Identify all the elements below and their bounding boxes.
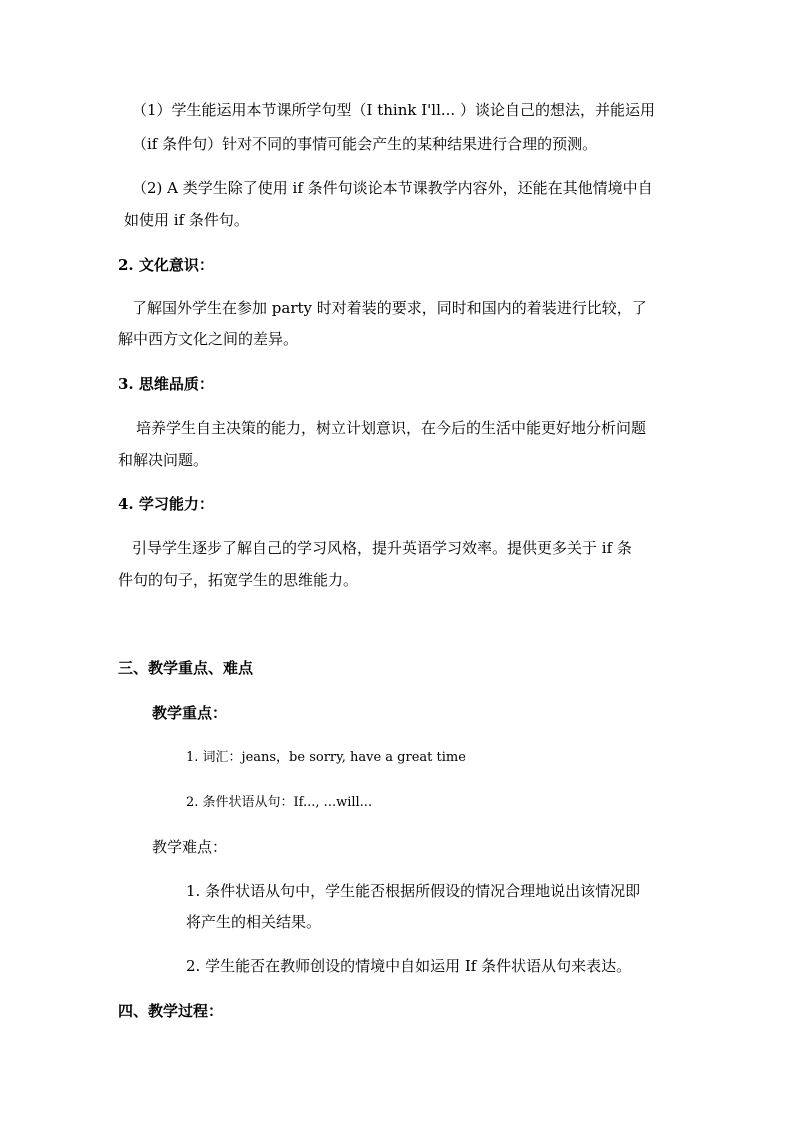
- learning-line-1: 引导学生逐步了解自己的学习风格，提升英语学习效率。提供更多关于 if 条: [132, 539, 632, 557]
- difficulty-2: 2. 学生能否在教师创设的情境中自如运用 If 条件状语从句来表达。: [186, 957, 632, 975]
- goal-item-1-line-2: （if 条件句）针对不同的事情可能会产生的某种结果进行合理的预测。: [132, 135, 598, 153]
- thinking-line-1: 培养学生自主决策的能力，树立计划意识，在今后的生活中能更好地分析问题: [136, 419, 647, 437]
- goal-item-1-line-1: （1）学生能运用本节课所学句型（I think I'll... ）谈论自己的想法，并能运用: [132, 101, 655, 119]
- key-point-2: 2. 条件状语从句：If..., ...will...: [186, 795, 373, 810]
- learning-line-2: 件句的句子，拓宽学生的思维能力。: [118, 571, 359, 589]
- difficulty-1-line-1: 1. 条件状语从句中，学生能否根据所假设的情况合理地说出该情况即: [186, 882, 641, 900]
- culture-line-2: 解中西方文化之间的差异。: [118, 330, 299, 348]
- key-points-heading: 教学重点：: [152, 704, 228, 722]
- learning-heading: 4. 学习能力：: [118, 495, 214, 513]
- thinking-heading: 3. 思维品质：: [118, 375, 214, 393]
- thinking-line-2: 和解决问题。: [118, 451, 209, 469]
- goal-item-2-line-1: （2) A 类学生除了使用 if 条件句谈论本节课教学内容外，还能在其他情境中自: [132, 179, 653, 197]
- culture-line-1: 了解国外学生在参加 party 时对着装的要求，同时和国内的着装进行比较，了: [132, 299, 647, 317]
- section-4-heading: 四、教学过程：: [118, 1002, 224, 1020]
- difficulties-heading: 教学难点：: [152, 838, 228, 856]
- culture-heading: 2. 文化意识：: [118, 256, 214, 274]
- difficulty-1-line-2: 将产生的相关结果。: [186, 913, 322, 931]
- section-3-heading: 三、教学重点、难点: [118, 659, 254, 677]
- goal-item-2-line-2: 如使用 if 条件句。: [124, 211, 249, 229]
- key-point-1: 1. 词汇：jeans，be sorry, have a great time: [186, 750, 466, 765]
